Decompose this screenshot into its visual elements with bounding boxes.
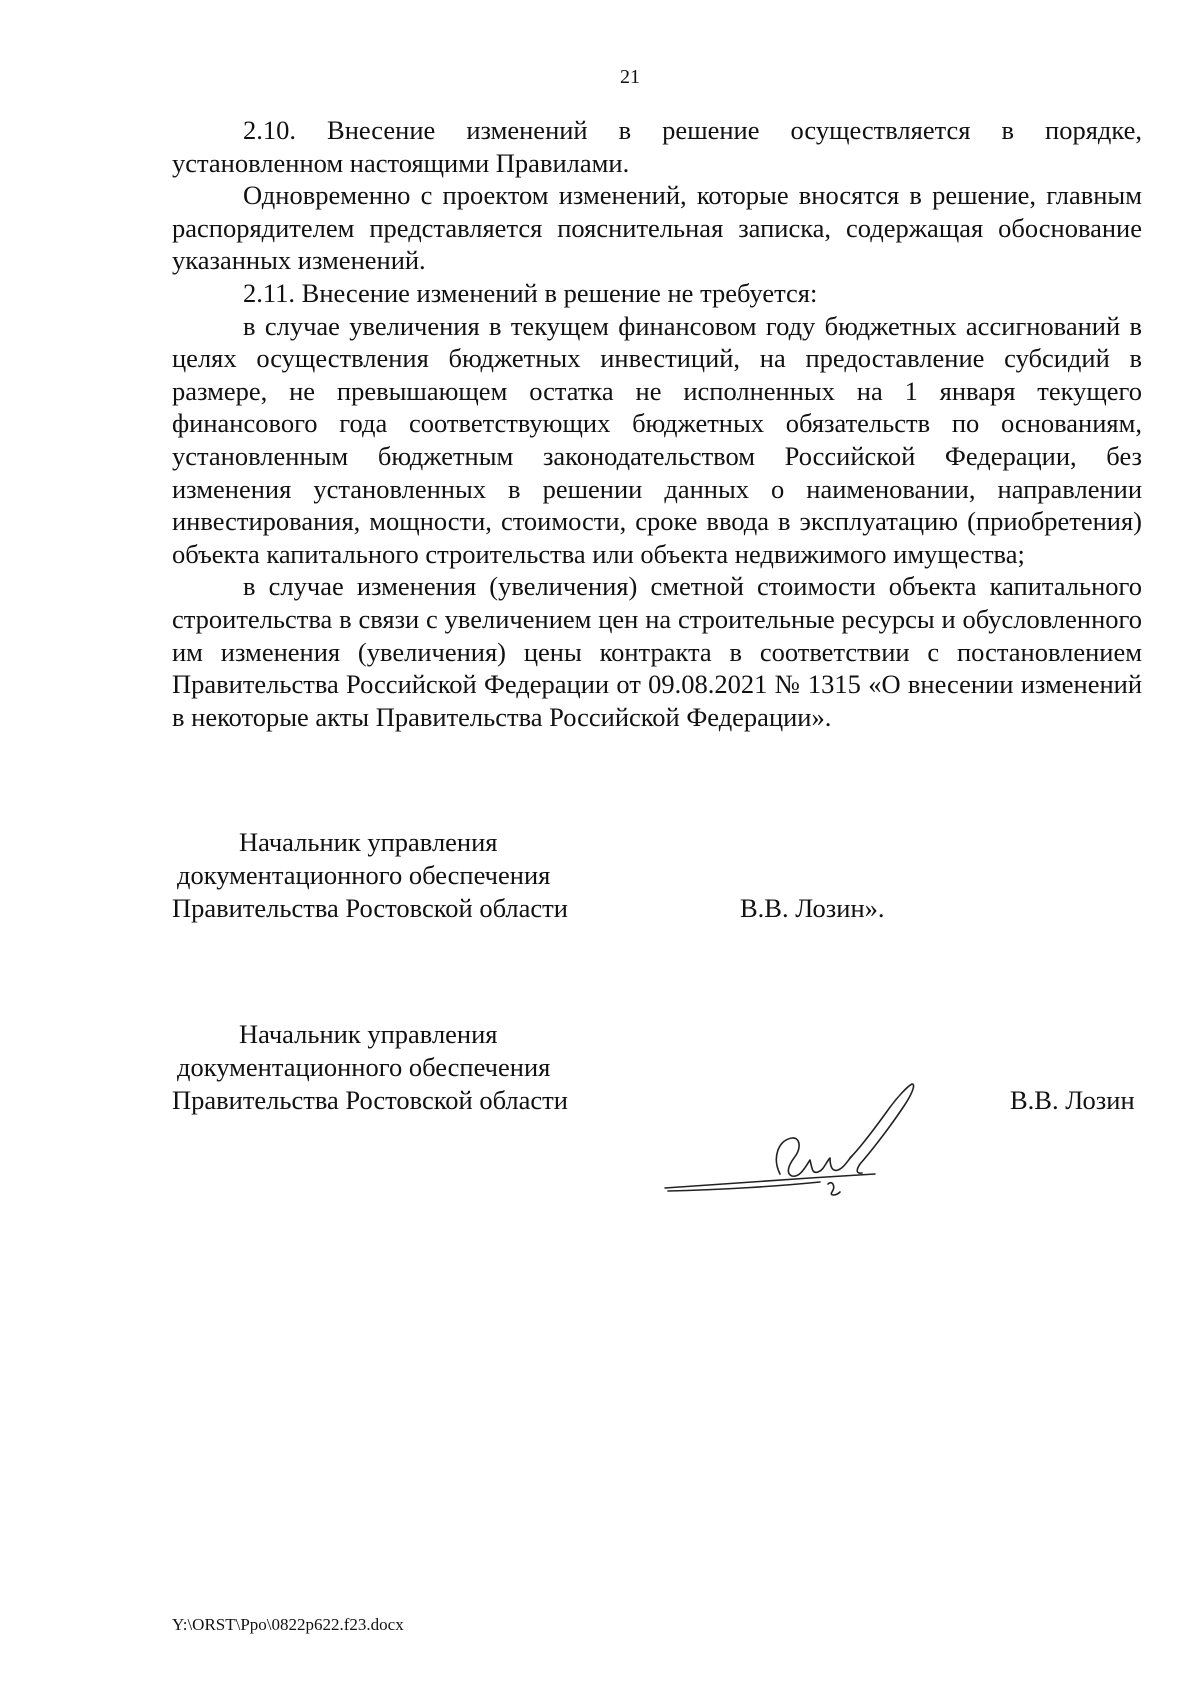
document-body: [172, 114, 1142, 733]
signature-block-1: [172, 826, 1172, 936]
signatory-title-line: документационного обеспечения: [177, 860, 551, 890]
handwritten-signature: [660, 1078, 940, 1213]
paragraph-2-11: 2.11. Внесение изменений в решение не требуется:: [243, 277, 818, 308]
signatory-title-line: Начальник управления: [239, 827, 498, 857]
signatory-title-2: [172, 1018, 632, 1117]
paragraph-2-10: 2.10. Внесение изменений в решение осуществляется в порядке, установленном настоящими Правилами.: [172, 115, 1142, 178]
paragraph-explanatory-note: Одновременно с проектом изменений, которые вносятся в решение, главным распорядителем представляется пояснительная записка, содержащая обоснование указанных изменений.: [172, 180, 1142, 276]
file-path-footer: Y:\ORST\Ppo\0822p622.f23.docx: [172, 1615, 404, 1634]
signatory-name-1: В.В. Лозин».: [740, 893, 885, 923]
paragraph-case-estimate-cost: в случае изменения (увеличения) сметной стоимости объекта капитального строительства в связи с увеличением цен на строительные ресурсы и обусловленного им изменения (увеличения) цены контракта в соответствии с постановлением Правительства Российской Федерации от 09.08.2021 № 1315 «О внесении изменений в некоторые акты Правительства Российской Федерации».: [172, 571, 1142, 732]
signatory-title-line: Правительства Ростовской области: [172, 893, 568, 923]
signatory-title-line: документационного обеспечения: [177, 1052, 551, 1082]
signatory-title-line: Правительства Ростовской области: [172, 1085, 568, 1115]
signatory-name-2: В.В. Лозин: [1010, 1085, 1135, 1115]
page-number: 21: [620, 66, 640, 88]
signatory-title-line: Начальник управления: [239, 1019, 498, 1049]
paragraph-case-investments: в случае увеличения в текущем финансовом году бюджетных ассигнований в целях осуществления бюджетных инвестиций, на предоставление субсидий в размере, не превышающем остатка не исполненных на 1 января текущего финансового года соответствующих бюджетных обязательств по основаниям, установленным бюджетным законодательством Российской Федерации, без изменения установленных в решении данных о наименовании, направлении инвестирования, мощности, стоимости, сроке ввода в эксплуатацию (приобретения) объекта капитального строительства или объекта недвижимого имущества;: [172, 310, 1142, 569]
signatory-title-1: [172, 826, 632, 925]
